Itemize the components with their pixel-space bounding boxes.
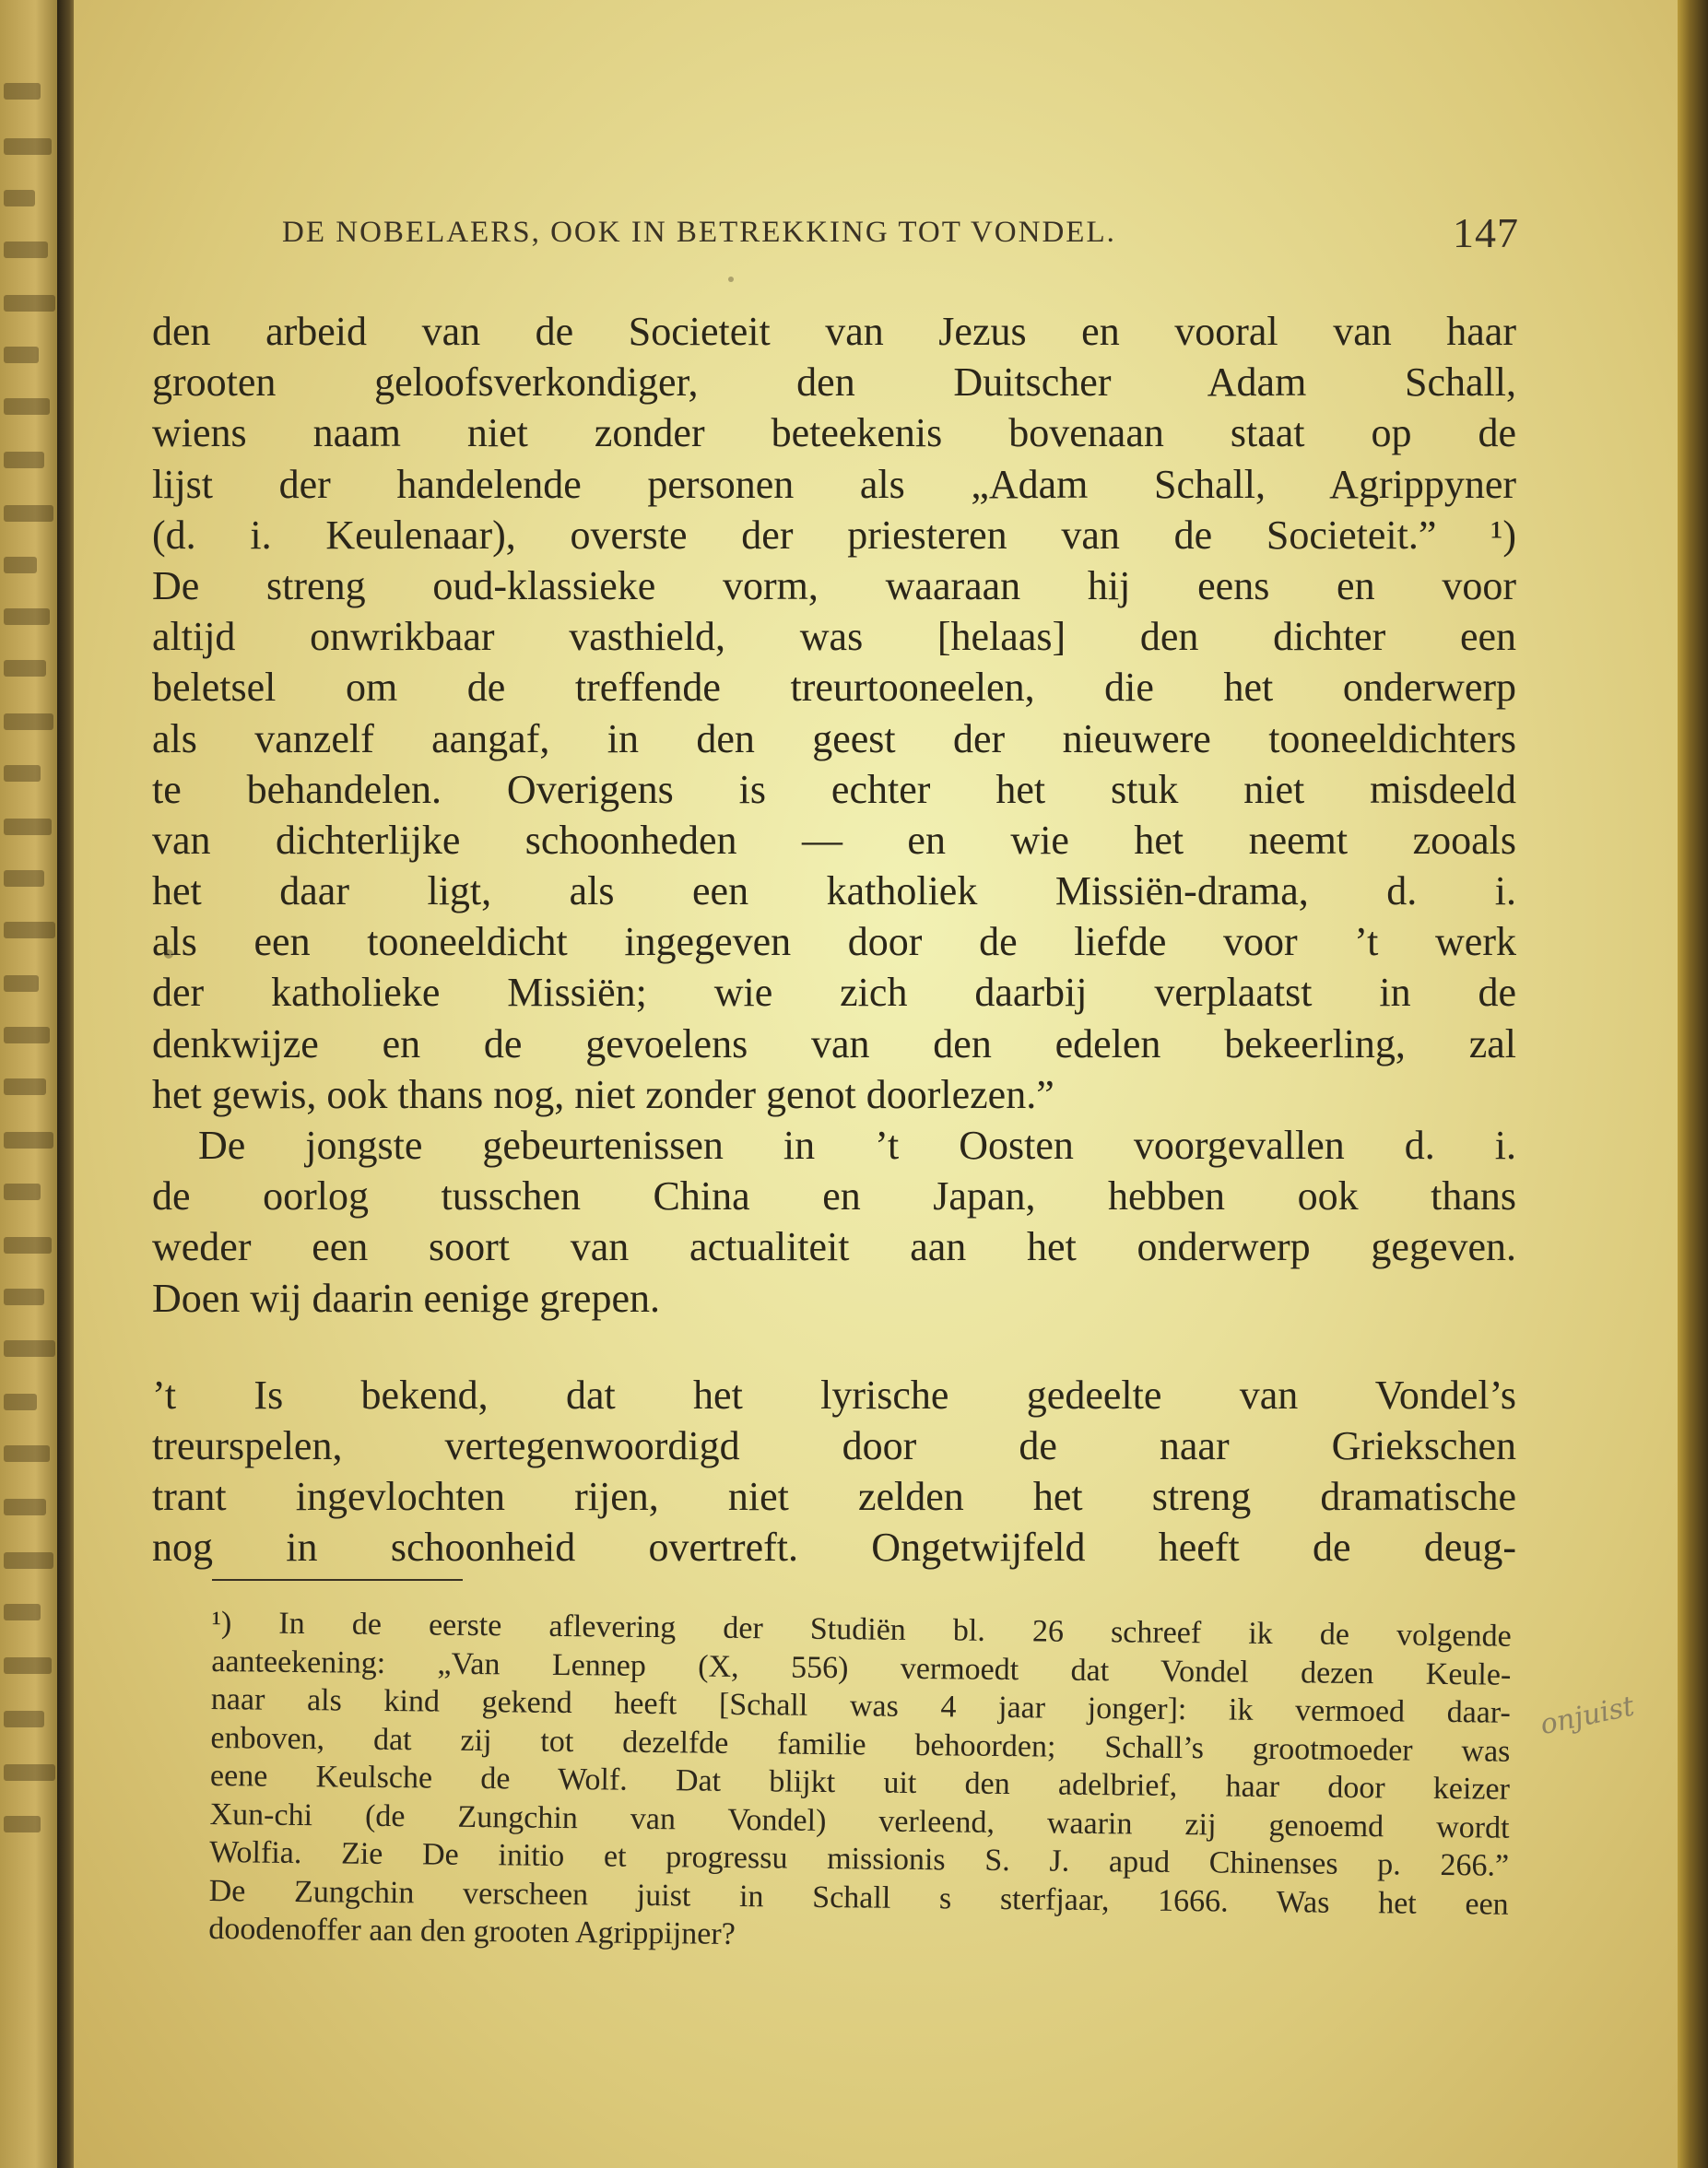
body-line: het gewis, ook thans nog, niet zonder genot doorlezen.”	[152, 1071, 1054, 1117]
body-line: der katholieke Missiën; wie zich daarbij verplaatst in de	[152, 970, 1516, 1016]
body-line: altijd onwrikbaar vasthield, was [helaas] den dichter een	[152, 614, 1516, 660]
body-line: trant ingevlochten rijen, niet zelden het streng dramatische	[152, 1474, 1516, 1520]
body-line: het daar ligt, als een katholiek Missiën-drama, d. i.	[152, 868, 1516, 914]
body-line: nog in schoonheid overtreft. Ongetwijfeld heeft de deug-	[152, 1525, 1516, 1571]
body-line: (d. i. Keulenaar), overste der priesteren van de Societeit.” ¹)	[152, 512, 1516, 558]
footnote-line: naar als kind gekend heeft [Schall was 4 jaar jonger]: ik vermoed daar-	[210, 1681, 1512, 1730]
paragraph-gap	[152, 1324, 1516, 1370]
body-line: lijst der handelende personen als „Adam Schall, Agrippyner	[152, 461, 1516, 507]
running-head-title: DE NOBELAERS, OOK IN BETREKKING TOT VONDEL.	[282, 216, 1116, 249]
footnote-line: De Zungchin verscheen juist in Schall s sterfjaar, 1666. Was het een	[208, 1873, 1509, 1922]
body-line: als vanzelf aangaf, in den geest der nieuwere tooneeldichters	[152, 715, 1516, 761]
body-line: als een tooneeldicht ingegeven door de liefde voor ’t werk	[152, 919, 1516, 965]
body-line: van dichterlijke schoonheden — en wie het neemt zooals	[152, 817, 1516, 863]
right-page-edge	[1678, 0, 1708, 2168]
footnote-line: Xun-chi (de Zungchin van Vondel) verleend, waarin zij genoemd wordt	[209, 1797, 1510, 1845]
body-text	[152, 306, 1516, 1573]
pencil-margin-note: onjuist	[1537, 1690, 1638, 1742]
body-line: beletsel om de treffende treurtooneelen, die het onderwerp	[152, 665, 1516, 711]
footnote-line: ¹) In de eerste aflevering der Studiën bl. 26 schreef ik de volgende	[211, 1605, 1512, 1654]
body-line: ’t Is bekend, dat het lyrische gedeelte van Vondel’s	[152, 1372, 1516, 1418]
running-head	[282, 205, 1519, 260]
left-facing-page	[0, 0, 65, 2168]
body-line: Doen wij daarin eenige grepen.	[152, 1275, 660, 1321]
footnote-rule	[212, 1579, 463, 1581]
paper-speck	[728, 277, 734, 282]
body-line: De streng oud-klassieke vorm, waaraan hij eens en voor	[152, 562, 1516, 608]
body-line: den arbeid van de Societeit van Jezus en vooral van haar	[152, 309, 1516, 354]
body-line: De jongste gebeurtenissen in ’t Oosten voorgevallen d. i.	[198, 1123, 1516, 1168]
body-line: treurspelen, vertegenwoordigd door de naar Griekschen	[152, 1422, 1516, 1468]
body-line: weder een soort van actualiteit aan het onderwerp gegeven.	[152, 1224, 1516, 1270]
footnote	[208, 1604, 1512, 1962]
footnote-line: Wolfia. Zie De initio et progressu missionis S. J. apud Chinenses p. 266.”	[208, 1834, 1510, 1883]
footnote-line: enboven, dat zij tot dezelfde familie behoorden; Schall’s grootmoeder was	[210, 1720, 1511, 1769]
body-line: wiens naam niet zonder beteekenis bovenaan staat op de	[152, 410, 1516, 456]
footnote-line: doodenoffer aan den grooten Agrippijner?	[208, 1911, 736, 1951]
body-line: grooten geloofsverkondiger, den Duitscher Adam Schall,	[152, 359, 1516, 406]
body-line: de oorlog tusschen China en Japan, hebben ook thans	[152, 1173, 1516, 1220]
footnote-line: aanteekening: „Van Lennep (X, 556) vermoedt dat Vondel dezen Keule-	[211, 1644, 1512, 1692]
footnote-line: eene Keulsche de Wolf. Dat blijkt uit den adelbrief, haar door keizer	[209, 1758, 1511, 1807]
page-number: 147	[1453, 209, 1519, 256]
body-line: te behandelen. Overigens is echter het stuk niet misdeeld	[152, 766, 1516, 812]
body-line: denkwijze en de gevoelens van den edelen bekeerling, zal	[152, 1020, 1516, 1066]
